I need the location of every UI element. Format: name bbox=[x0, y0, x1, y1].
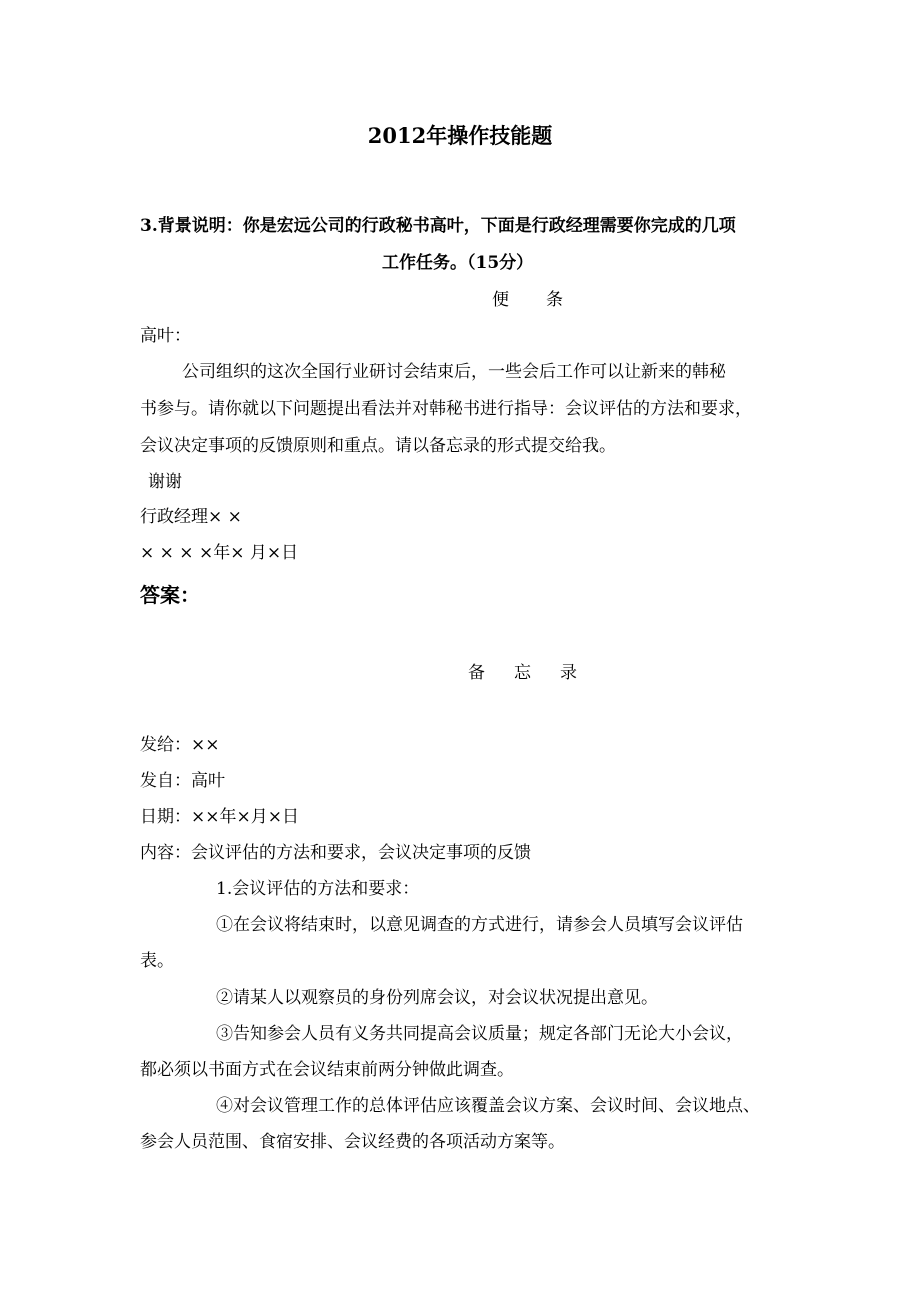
page-title: 2012年操作技能题 bbox=[367, 123, 553, 148]
memo-content: 内容：会议评估的方法和要求，会议决定事项的反馈 bbox=[140, 843, 531, 863]
note-date: × × × ×年× 月×日 bbox=[140, 543, 299, 563]
memo-item-1-line-2: 表。 bbox=[140, 951, 174, 971]
memo-heading: 备 忘 录 bbox=[468, 663, 583, 683]
note-signature: 行政经理× × bbox=[140, 507, 242, 527]
note-salutation: 高叶： bbox=[140, 326, 191, 346]
note-heading: 便 条 bbox=[492, 290, 573, 310]
memo-item-4-line-1: ④对会议管理工作的总体评估应该覆盖会议方案、会议时间、会议地点、 bbox=[216, 1096, 760, 1116]
note-thanks: 谢谢 bbox=[148, 472, 182, 492]
note-body-line-3: 会议决定事项的反馈原则和重点。请以备忘录的形式提交给我。 bbox=[140, 436, 616, 456]
memo-item-3-line-2: 都必须以书面方式在会议结束前两分钟做此调查。 bbox=[140, 1060, 514, 1080]
note-body-line-2: 书参与。请你就以下问题提出看法并对韩秘书进行指导：会议评估的方法和要求， bbox=[140, 399, 752, 419]
memo-item-4-line-2: 参会人员范围、食宿安排、会议经费的各项活动方案等。 bbox=[140, 1132, 565, 1152]
question-line-2: 工作任务。（15分） bbox=[382, 253, 534, 273]
memo-item-2: ②请某人以观察员的身份列席会议，对会议状况提出意见。 bbox=[216, 988, 658, 1008]
memo-item-1-line-1: ①在会议将结束时，以意见调查的方式进行，请参会人员填写会议评估 bbox=[216, 915, 743, 935]
memo-date: 日期：××年×月×日 bbox=[140, 807, 299, 827]
memo-section-1: 1.会议评估的方法和要求： bbox=[216, 879, 420, 899]
question-line-1: 3.背景说明：你是宏远公司的行政秘书高叶，下面是行政经理需要你完成的几项 bbox=[140, 216, 736, 236]
memo-to: 发给：×× bbox=[140, 735, 220, 755]
answer-label: 答案： bbox=[140, 583, 200, 607]
memo-item-3-line-1: ③告知参会人员有义务共同提高会议质量；规定各部门无论大小会议， bbox=[216, 1024, 743, 1044]
memo-from: 发自：高叶 bbox=[140, 771, 225, 791]
note-body-line-1: 公司组织的这次全国行业研讨会结束后，一些会后工作可以让新来的韩秘 bbox=[182, 362, 726, 382]
